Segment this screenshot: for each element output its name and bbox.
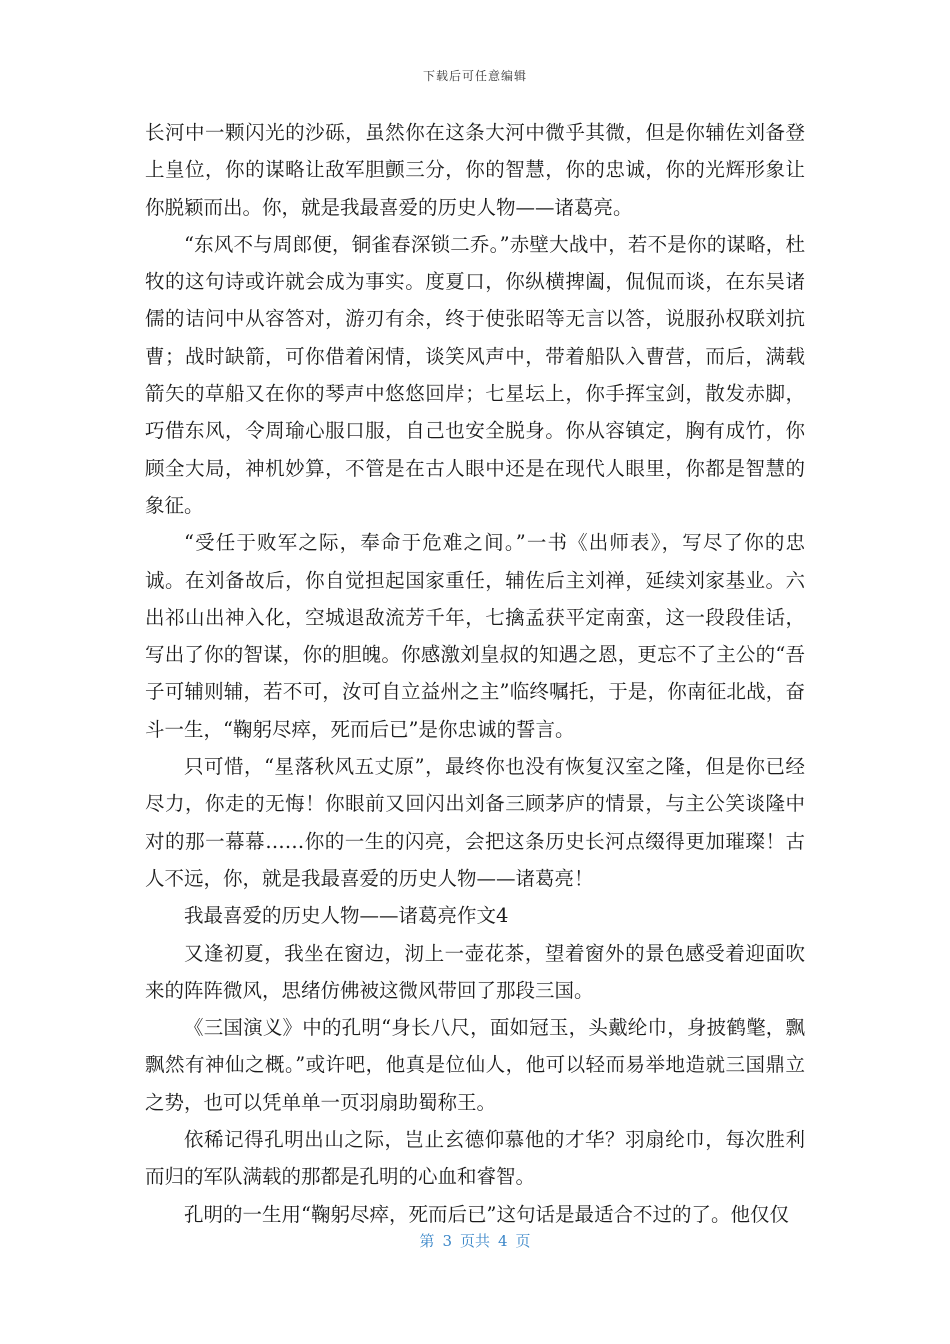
document-body	[145, 114, 805, 1233]
paragraph: 长河中一颗闪光的沙砾，虽然你在这条大河中微乎其微，但是你辅佐刘备登上皇位，你的谋略让敌军胆颤三分，你的智慧，你的忠诚，你的光辉形象让你脱颖而出。你，就是我最喜爱的历史人物——诸葛亮。	[145, 121, 805, 219]
page-of-label: 页共	[459, 1232, 490, 1250]
paragraph: 孔明的一生用“鞠躬尽瘁，死而后已”这句话是最适合不过的了。他仅仅	[184, 1202, 789, 1226]
total-pages-number: 4	[498, 1232, 508, 1250]
paragraph: 依稀记得孔明出山之际，岂止玄德仰慕他的才华？羽扇纶巾，每次胜利而归的军队满载的那都是孔明的心血和睿智。	[145, 1128, 805, 1189]
page-header: 下载后可任意编辑	[422, 69, 527, 83]
paragraph: 《三国演义》中的孔明“身长八尺，面如冠玉，头戴纶巾，身披鹤氅，飘飘然有神仙之概。”或许吧，他真是位仙人，他可以轻而易举地造就三国鼎立之势，也可以凭单单一页羽扇助蜀称王。	[145, 1016, 805, 1114]
paragraph: “受任于败军之际，奉命于危难之间。”一书《出师表》，写尽了你的忠诚。在刘备故后，你自觉担起国家重任，辅佐后主刘禅，延续刘家基业。六出祁山出神入化，空城退敌流芳千年，七擒孟获平定南蛮，这一段段佳话，写出了你的智谋，你的胆魄。你感激刘皇叔的知遇之恩，更忘不了主公的“吾子可辅则辅，若不可，汝可自立益州之主”临终嘱托，于是，你南征北战，奋斗一生，“鞠躬尽瘁，死而后已”是你忠诚的誓言。	[145, 531, 805, 741]
page-footer	[0, 1230, 950, 1251]
current-page-number: 3	[442, 1232, 452, 1250]
paragraph: 又逢初夏，我坐在窗边，沏上一壶花茶，望着窗外的景色感受着迎面吹来的阵阵微风，思绪仿佛被这微风带回了那段三国。	[145, 941, 805, 1002]
paragraph: 只可惜，“星落秋风五丈原”，最终你也没有恢复汉室之隆，但是你已经尽力，你走的无悔！你眼前又回闪出刘备三顾茅庐的情景，与主公笑谈隆中对的那一幕幕……你的一生的闪亮，会把这条历史长河点缀得更加璀璨！古人不远，你，就是我最喜爱的历史人物——诸葛亮！	[145, 755, 805, 890]
page-label: 第	[419, 1232, 435, 1250]
section-title: 我最喜爱的历史人物——诸葛亮作文4	[184, 904, 509, 928]
paragraph: “东风不与周郎便，铜雀春深锁二乔。”赤壁大战中，若不是你的谋略，杜牧的这句诗或许就会成为事实。度夏口，你纵横捭阖，侃侃而谈，在东吴诸儒的诘问中从容答对，游刃有余，终于使张昭等无言以答，说服孙权联刘抗曹；战时缺箭，可你借着闲情，谈笑风声中，带着船队入曹营，而后，满载箭矢的草船又在你的琴声中悠悠回岸；七星坛上，你手挥宝剑，散发赤脚，巧借东风，令周瑜心服口服，自己也安全脱身。你从容镇定，胸有成竹，你顾全大局，神机妙算，不管是在古人眼中还是在现代人眼里，你都是智慧的象征。	[145, 232, 805, 517]
page-end-label: 页	[515, 1232, 531, 1250]
